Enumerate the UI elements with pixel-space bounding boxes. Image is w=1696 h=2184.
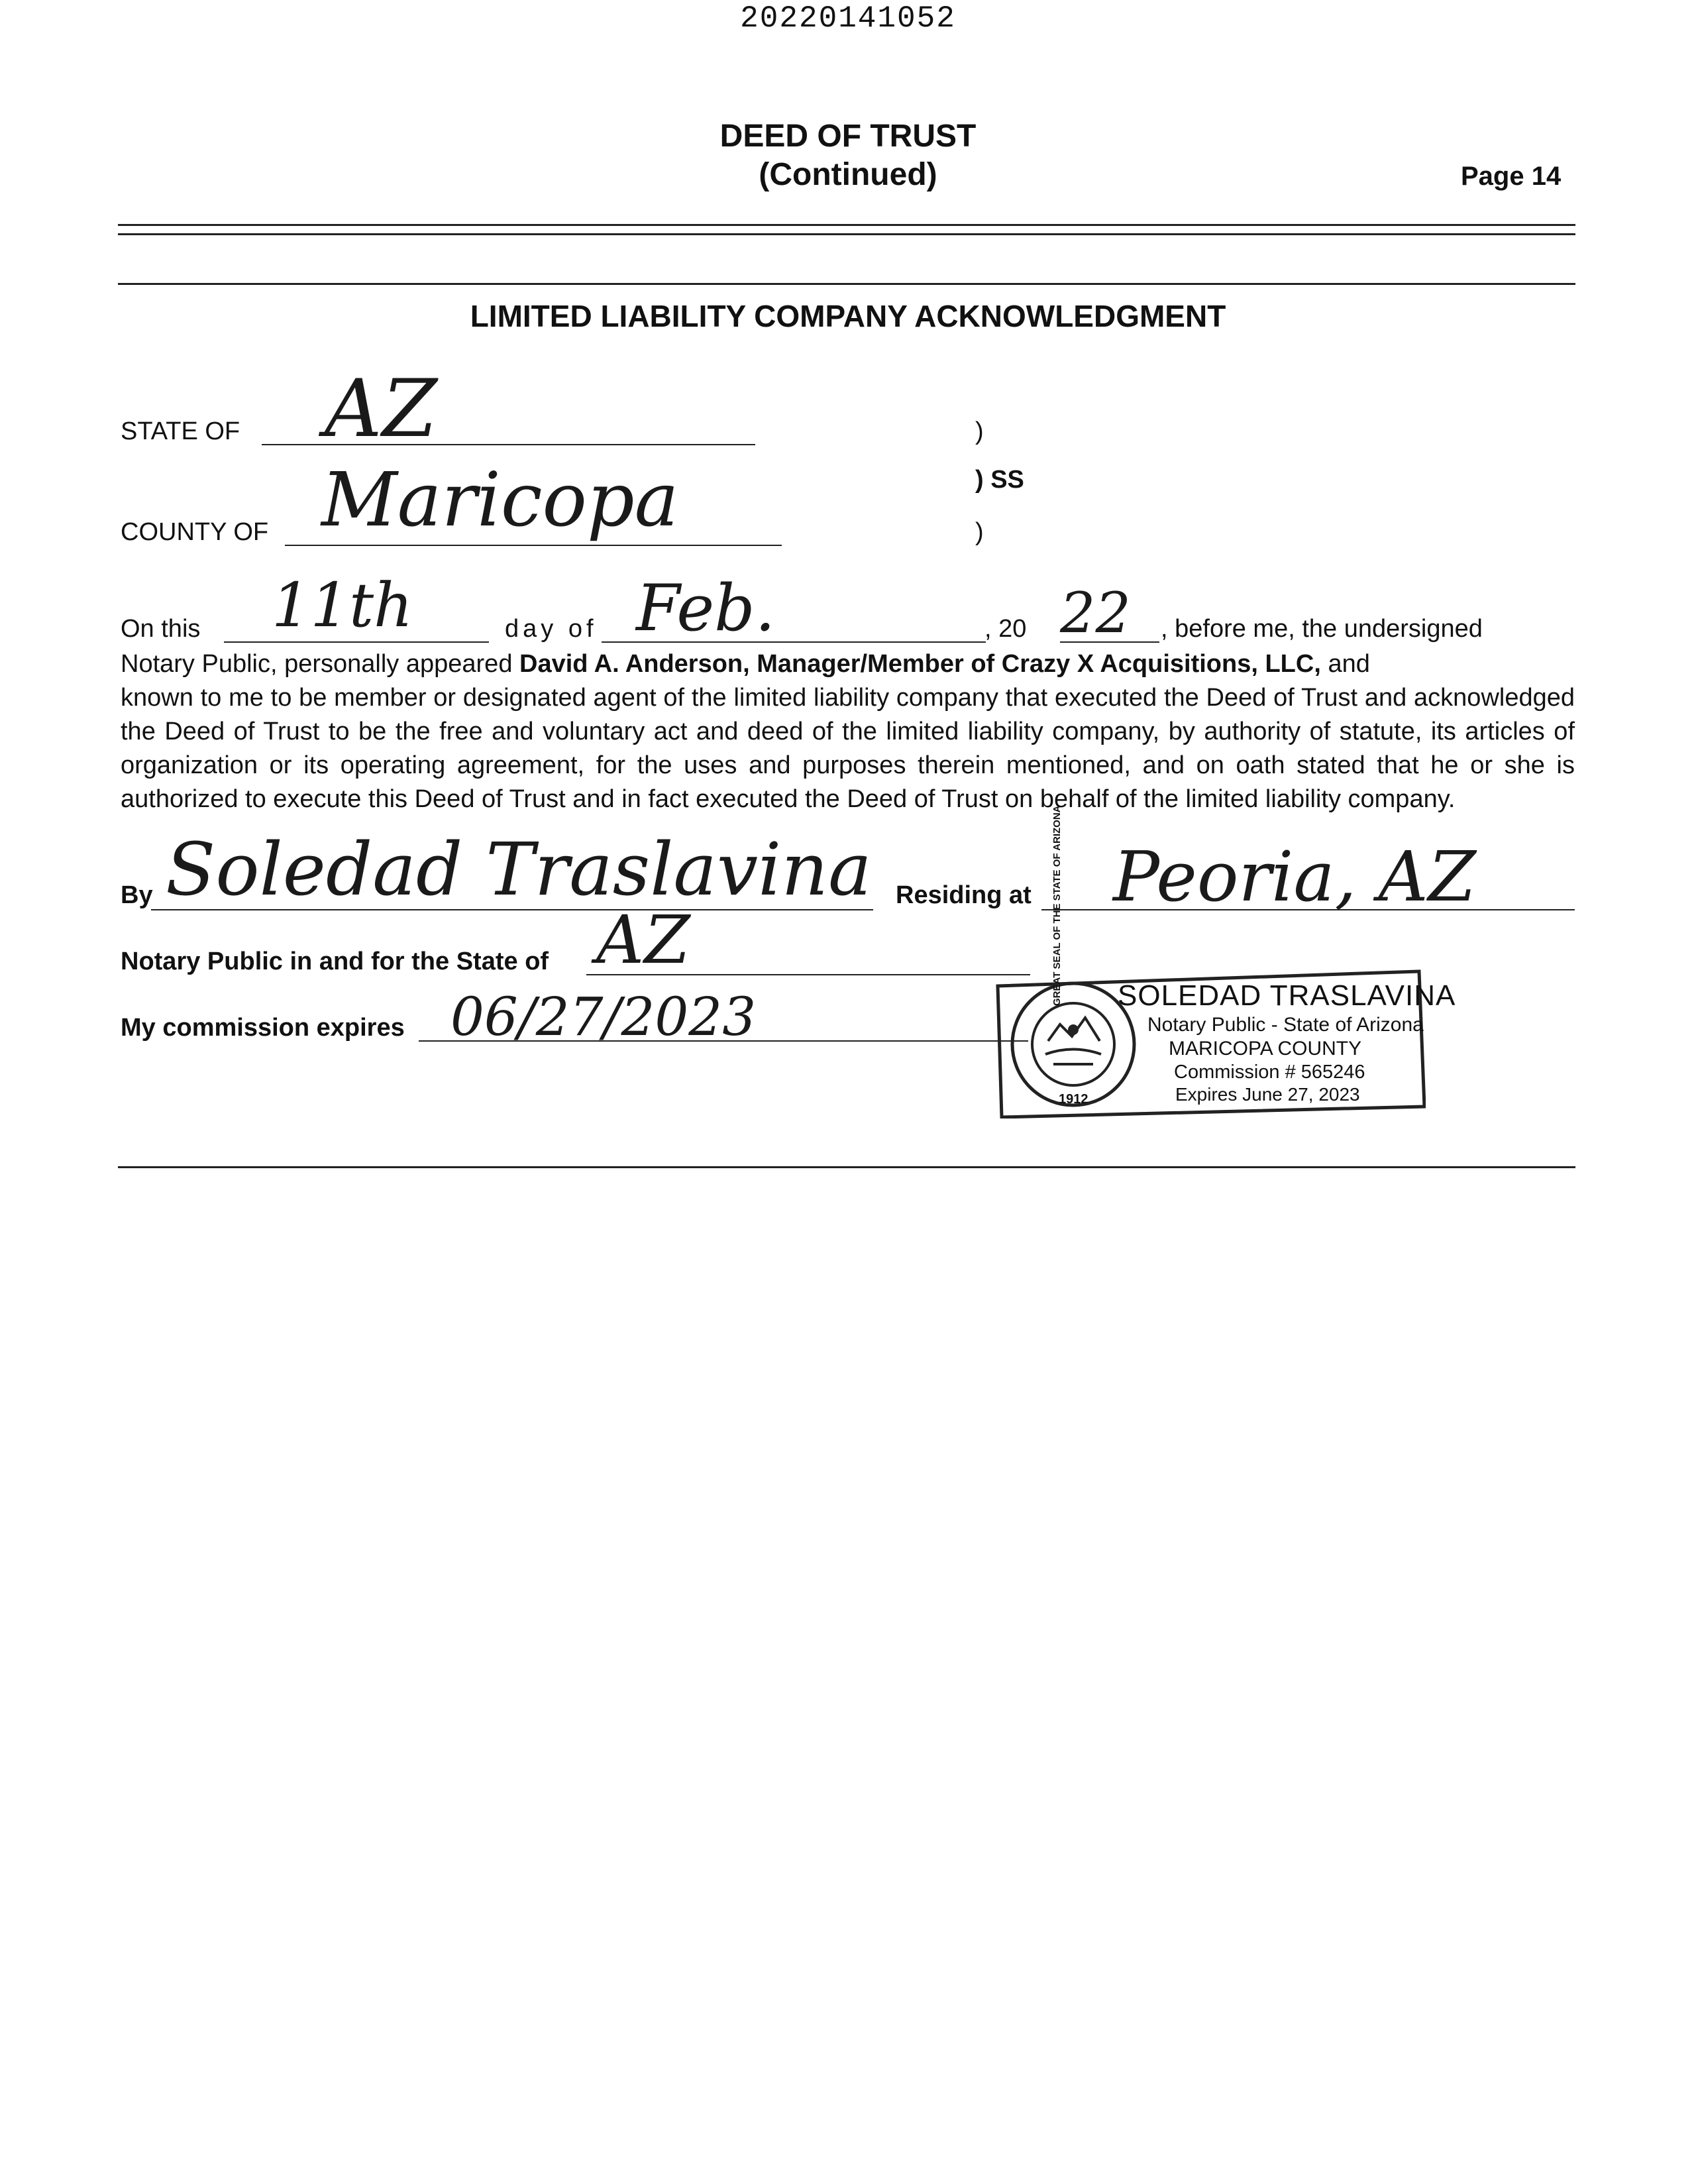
stamp-line-4: Expires June 27, 2023 <box>1175 1084 1360 1105</box>
year-prefix: , 20 <box>984 615 1027 643</box>
section-title: LIMITED LIABILITY COMPANY ACKNOWLEDGMENT <box>470 299 1226 333</box>
county-line <box>285 545 782 546</box>
venue-paren-1: ) <box>975 417 984 445</box>
venue-paren-ss: ) SS <box>975 466 1024 494</box>
appearer-name: David A. Anderson, Manager/Member of Crazy X Acquisitions, LLC, <box>519 650 1321 678</box>
month-handwritten: Feb. <box>636 571 776 645</box>
day-handwritten: 11th <box>272 570 413 641</box>
document-title: DEED OF TRUST <box>719 119 977 154</box>
stamp-line-1: Notary Public - State of Arizona <box>1147 1014 1424 1036</box>
seal-year: 1912 <box>1059 1092 1088 1107</box>
residing-handwritten: Peoria, AZ <box>1113 836 1476 917</box>
county-handwritten: Maricopa <box>321 457 679 543</box>
venue-paren-3: ) <box>975 518 984 546</box>
stamp-notary-name: SOLEDAD TRASLAVINA <box>1118 979 1456 1012</box>
section-rule-top <box>118 283 1575 285</box>
page-number: Page 14 <box>1461 162 1562 191</box>
notary-state-label: Notary Public in and for the State of <box>121 948 549 975</box>
by-label: By <box>121 881 153 909</box>
notary-signature: Soledad Traslavina <box>166 827 872 912</box>
stamp-line-3: Commission # 565246 <box>1174 1062 1365 1083</box>
on-this-text: On this <box>121 615 201 643</box>
notary-state-handwritten: AZ <box>596 901 690 979</box>
appeared-intro: Notary Public, personally appeared <box>121 650 513 678</box>
acknowledgment-line-2 <box>121 647 1575 681</box>
county-label: COUNTY OF <box>121 518 269 546</box>
acknowledgment-body: known to me to be member or designated agent of the limited liability company that executed the Deed of Trust and acknowledged the Deed of Trust to be the free and voluntary act and deed of the limited liability company, by authority of statute, its articles of organization or its operating agreement, for the uses and purposes therein mentioned, and on oath stated that he or she is authorized to execute this Deed of Trust and in fact executed the Deed of Trust on behalf of the limited liability company. <box>121 684 1575 813</box>
commission-label: My commission expires <box>121 1014 405 1042</box>
stamp-line-2: MARICOPA COUNTY <box>1169 1038 1362 1060</box>
document-number: 20220141052 <box>740 1 956 36</box>
state-label: STATE OF <box>121 417 240 445</box>
before-me-text: , before me, the undersigned <box>1161 615 1483 643</box>
year-handwritten: 22 <box>1060 580 1131 645</box>
header-rule-top <box>118 224 1575 226</box>
header-rule-bottom <box>118 233 1575 235</box>
appeared-and: and <box>1328 650 1370 678</box>
day-line <box>224 641 489 643</box>
commission-handwritten: 06/27/2023 <box>450 986 757 1048</box>
seal-ring-text: GREAT SEAL OF THE STATE OF ARIZONA <box>1051 805 1063 1006</box>
document-subtitle: (Continued) <box>759 157 937 192</box>
residing-label: Residing at <box>896 881 1032 909</box>
state-handwritten: AZ <box>325 363 438 455</box>
section-rule-bottom <box>118 1166 1575 1168</box>
day-of-text: day of <box>505 615 598 643</box>
